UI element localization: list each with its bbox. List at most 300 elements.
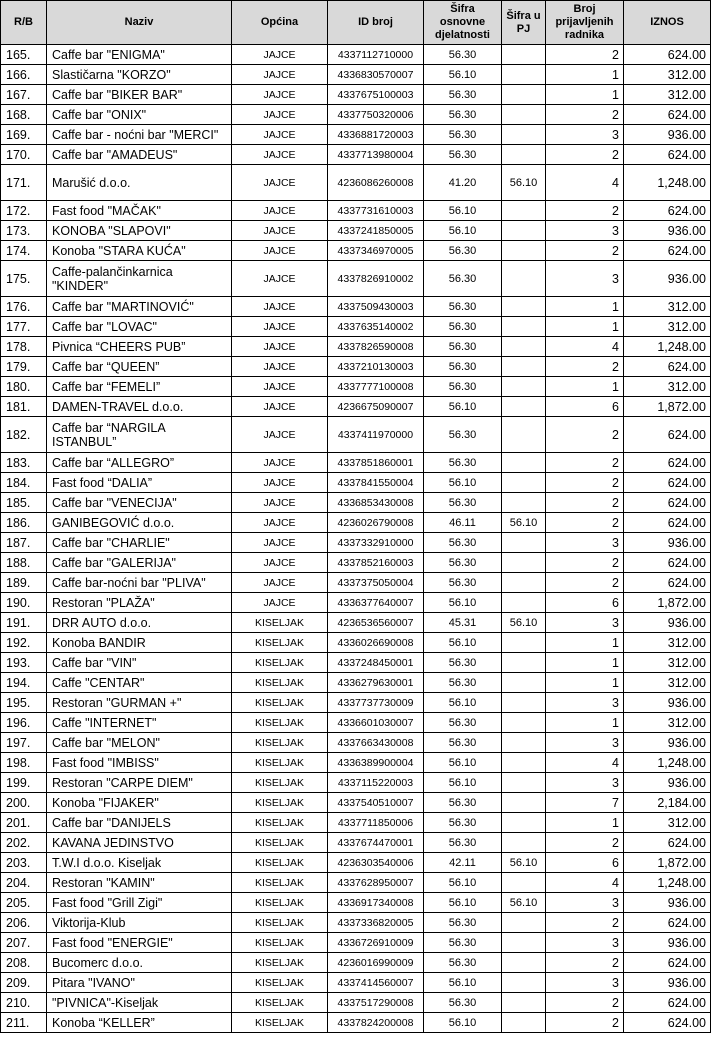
- row-number: 210.: [1, 993, 47, 1013]
- id-number: 4337112710000: [328, 45, 424, 65]
- row-number: 185.: [1, 493, 47, 513]
- table-row: [1, 893, 711, 913]
- row-number: 209.: [1, 973, 47, 993]
- id-number: 4336377640007: [328, 593, 424, 613]
- header-broj-radnika: Broj prijavljenih radnika: [546, 1, 624, 45]
- row-number: 179.: [1, 357, 47, 377]
- business-name: Marušić d.o.o.: [47, 165, 232, 201]
- table-row: [1, 793, 711, 813]
- table-row: [1, 201, 711, 221]
- table-header: [1, 1, 711, 45]
- business-name: Caffe bar "GALERIJA": [47, 553, 232, 573]
- row-number: 196.: [1, 713, 47, 733]
- employee-count: 3: [546, 261, 624, 297]
- header-row: [1, 1, 711, 45]
- municipality: KISELJAK: [232, 813, 328, 833]
- unit-code: [502, 297, 546, 317]
- row-number: 173.: [1, 221, 47, 241]
- municipality: JAJCE: [232, 417, 328, 453]
- amount: 312.00: [624, 297, 711, 317]
- activity-code: 42.11: [424, 853, 502, 873]
- row-number: 194.: [1, 673, 47, 693]
- municipality: KISELJAK: [232, 773, 328, 793]
- employee-count: 2: [546, 201, 624, 221]
- table-row: [1, 1013, 711, 1033]
- table-row: [1, 417, 711, 453]
- amount: 312.00: [624, 813, 711, 833]
- unit-code: [502, 713, 546, 733]
- municipality: KISELJAK: [232, 893, 328, 913]
- id-number: 4337411970000: [328, 417, 424, 453]
- activity-code: 56.30: [424, 733, 502, 753]
- activity-code: 56.30: [424, 297, 502, 317]
- amount: 624.00: [624, 357, 711, 377]
- employee-count: 3: [546, 533, 624, 553]
- table-row: [1, 377, 711, 397]
- table-row: [1, 833, 711, 853]
- activity-code: 56.30: [424, 317, 502, 337]
- id-number: 4337824200008: [328, 1013, 424, 1033]
- activity-code: 56.10: [424, 873, 502, 893]
- row-number: 189.: [1, 573, 47, 593]
- municipality: JAJCE: [232, 125, 328, 145]
- id-number: 4337336820005: [328, 913, 424, 933]
- business-name: Caffe-palančinkarnica "KINDER": [47, 261, 232, 297]
- unit-code: [502, 357, 546, 377]
- unit-code: [502, 653, 546, 673]
- table-row: [1, 753, 711, 773]
- activity-code: 56.30: [424, 85, 502, 105]
- business-name: Caffe bar "BIKER BAR": [47, 85, 232, 105]
- municipality: JAJCE: [232, 105, 328, 125]
- unit-code: [502, 953, 546, 973]
- activity-code: 56.30: [424, 533, 502, 553]
- table-row: [1, 573, 711, 593]
- table-row: [1, 813, 711, 833]
- business-name: Restoran "PLAŽA": [47, 593, 232, 613]
- employee-count: 3: [546, 893, 624, 913]
- activity-code: 56.30: [424, 45, 502, 65]
- header-rb: R/B: [1, 1, 47, 45]
- employee-count: 2: [546, 241, 624, 261]
- amount: 312.00: [624, 673, 711, 693]
- amount: 624.00: [624, 493, 711, 513]
- employee-count: 4: [546, 337, 624, 357]
- employee-count: 2: [546, 357, 624, 377]
- id-number: 4337711850006: [328, 813, 424, 833]
- unit-code: [502, 633, 546, 653]
- row-number: 202.: [1, 833, 47, 853]
- id-number: 4337675100003: [328, 85, 424, 105]
- row-number: 165.: [1, 45, 47, 65]
- municipality: JAJCE: [232, 357, 328, 377]
- table-row: [1, 317, 711, 337]
- employee-count: 3: [546, 933, 624, 953]
- amount: 1,248.00: [624, 753, 711, 773]
- employee-count: 2: [546, 573, 624, 593]
- employee-count: 4: [546, 873, 624, 893]
- unit-code: [502, 493, 546, 513]
- id-number: 4337777100008: [328, 377, 424, 397]
- activity-code: 56.30: [424, 993, 502, 1013]
- table-row: [1, 853, 711, 873]
- row-number: 177.: [1, 317, 47, 337]
- municipality: JAJCE: [232, 453, 328, 473]
- activity-code: 56.30: [424, 453, 502, 473]
- id-number: 4337731610003: [328, 201, 424, 221]
- municipality: KISELJAK: [232, 693, 328, 713]
- activity-code: 56.30: [424, 417, 502, 453]
- header-naziv: Naziv: [47, 1, 232, 45]
- employee-count: 3: [546, 221, 624, 241]
- municipality: JAJCE: [232, 145, 328, 165]
- employee-count: 6: [546, 397, 624, 417]
- activity-code: 56.30: [424, 673, 502, 693]
- employee-count: 6: [546, 593, 624, 613]
- municipality: JAJCE: [232, 317, 328, 337]
- employee-count: 2: [546, 145, 624, 165]
- activity-code: 56.30: [424, 145, 502, 165]
- unit-code: [502, 593, 546, 613]
- amount: 1,248.00: [624, 337, 711, 357]
- table-row: [1, 773, 711, 793]
- id-number: 4337852160003: [328, 553, 424, 573]
- business-name: GANIBEGOVIĆ d.o.o.: [47, 513, 232, 533]
- id-number: 4337248450001: [328, 653, 424, 673]
- amount: 624.00: [624, 953, 711, 973]
- activity-code: 56.30: [424, 241, 502, 261]
- id-number: 4336026690008: [328, 633, 424, 653]
- id-number: 4337509430003: [328, 297, 424, 317]
- municipality: KISELJAK: [232, 1013, 328, 1033]
- row-number: 205.: [1, 893, 47, 913]
- business-name: Pitara "IVANO": [47, 973, 232, 993]
- table-row: [1, 45, 711, 65]
- employee-count: 1: [546, 297, 624, 317]
- row-number: 182.: [1, 417, 47, 453]
- row-number: 176.: [1, 297, 47, 317]
- row-number: 186.: [1, 513, 47, 533]
- employee-count: 2: [546, 417, 624, 453]
- id-number: 4236016990009: [328, 953, 424, 973]
- activity-code: 56.10: [424, 221, 502, 241]
- table-row: [1, 397, 711, 417]
- municipality: JAJCE: [232, 221, 328, 241]
- municipality: JAJCE: [232, 397, 328, 417]
- activity-code: 56.30: [424, 377, 502, 397]
- amount: 936.00: [624, 893, 711, 913]
- id-number: 4337210130003: [328, 357, 424, 377]
- amount: 624.00: [624, 573, 711, 593]
- id-number: 4336726910009: [328, 933, 424, 953]
- amount: 2,184.00: [624, 793, 711, 813]
- employee-count: 2: [546, 493, 624, 513]
- employee-count: 2: [546, 993, 624, 1013]
- employee-count: 4: [546, 165, 624, 201]
- table-row: [1, 85, 711, 105]
- employee-count: 3: [546, 613, 624, 633]
- business-name: Caffe bar "MARTINOVIĆ": [47, 297, 232, 317]
- activity-code: 56.10: [424, 693, 502, 713]
- table-row: [1, 221, 711, 241]
- table-row: [1, 713, 711, 733]
- unit-code: [502, 201, 546, 221]
- municipality: KISELJAK: [232, 633, 328, 653]
- id-number: 4337115220003: [328, 773, 424, 793]
- municipality: JAJCE: [232, 241, 328, 261]
- employee-count: 2: [546, 105, 624, 125]
- business-name: Fast food "IMBISS": [47, 753, 232, 773]
- employee-count: 2: [546, 953, 624, 973]
- activity-code: 56.10: [424, 201, 502, 221]
- activity-code: 56.30: [424, 833, 502, 853]
- business-name: Caffe bar "DANIJELS: [47, 813, 232, 833]
- amount: 312.00: [624, 85, 711, 105]
- employee-count: 2: [546, 45, 624, 65]
- row-number: 175.: [1, 261, 47, 297]
- table-body: [1, 45, 711, 1033]
- id-number: 4337375050004: [328, 573, 424, 593]
- amount: 624.00: [624, 45, 711, 65]
- business-name: Caffe bar "CHARLIE": [47, 533, 232, 553]
- municipality: JAJCE: [232, 377, 328, 397]
- id-number: 4337346970005: [328, 241, 424, 261]
- unit-code: [502, 45, 546, 65]
- activity-code: 46.11: [424, 513, 502, 533]
- unit-code: [502, 417, 546, 453]
- municipality: KISELJAK: [232, 993, 328, 1013]
- amount: 312.00: [624, 653, 711, 673]
- unit-code: 56.10: [502, 613, 546, 633]
- amount: 1,248.00: [624, 873, 711, 893]
- activity-code: 56.30: [424, 713, 502, 733]
- business-name: "PIVNICA"-Kiseljak: [47, 993, 232, 1013]
- table-row: [1, 493, 711, 513]
- id-number: 4337332910000: [328, 533, 424, 553]
- unit-code: [502, 337, 546, 357]
- business-name: Fast food “DALIA”: [47, 473, 232, 493]
- id-number: 4336881720003: [328, 125, 424, 145]
- table-row: [1, 633, 711, 653]
- business-name: Konoba "FIJAKER": [47, 793, 232, 813]
- header-sifra-pj: Šifra u PJ: [502, 1, 546, 45]
- business-name: Caffe bar “QUEEN”: [47, 357, 232, 377]
- employee-count: 2: [546, 913, 624, 933]
- business-name: Bucomerc d.o.o.: [47, 953, 232, 973]
- business-name: Caffe bar "ONIX": [47, 105, 232, 125]
- municipality: JAJCE: [232, 473, 328, 493]
- id-number: 4337663430008: [328, 733, 424, 753]
- table-row: [1, 733, 711, 753]
- row-number: 200.: [1, 793, 47, 813]
- id-number: 4236303540006: [328, 853, 424, 873]
- business-name: Restoran "GURMAN +": [47, 693, 232, 713]
- id-number: 4337414560007: [328, 973, 424, 993]
- amount: 1,872.00: [624, 593, 711, 613]
- id-number: 4337628950007: [328, 873, 424, 893]
- municipality: JAJCE: [232, 553, 328, 573]
- municipality: KISELJAK: [232, 853, 328, 873]
- unit-code: 56.10: [502, 165, 546, 201]
- municipality: JAJCE: [232, 573, 328, 593]
- row-number: 171.: [1, 165, 47, 201]
- amount: 624.00: [624, 417, 711, 453]
- employee-count: 3: [546, 693, 624, 713]
- unit-code: [502, 261, 546, 297]
- id-number: 4336279630001: [328, 673, 424, 693]
- municipality: KISELJAK: [232, 733, 328, 753]
- activity-code: 56.30: [424, 953, 502, 973]
- id-number: 4337540510007: [328, 793, 424, 813]
- business-name: Caffe bar "ENIGMA": [47, 45, 232, 65]
- business-name: DRR AUTO d.o.o.: [47, 613, 232, 633]
- row-number: 203.: [1, 853, 47, 873]
- unit-code: [502, 753, 546, 773]
- unit-code: 56.10: [502, 893, 546, 913]
- municipality: JAJCE: [232, 201, 328, 221]
- amount: 936.00: [624, 613, 711, 633]
- table-row: [1, 613, 711, 633]
- row-number: 168.: [1, 105, 47, 125]
- amount: 936.00: [624, 733, 711, 753]
- employee-count: 1: [546, 673, 624, 693]
- business-name: Caffe "CENTAR": [47, 673, 232, 693]
- municipality: JAJCE: [232, 513, 328, 533]
- table-row: [1, 357, 711, 377]
- table-row: [1, 165, 711, 201]
- table-row: [1, 297, 711, 317]
- amount: 1,248.00: [624, 165, 711, 201]
- activity-code: 56.30: [424, 125, 502, 145]
- employee-count: 1: [546, 713, 624, 733]
- employee-count: 2: [546, 833, 624, 853]
- unit-code: [502, 973, 546, 993]
- amount: 936.00: [624, 533, 711, 553]
- amount: 624.00: [624, 241, 711, 261]
- municipality: KISELJAK: [232, 793, 328, 813]
- row-number: 195.: [1, 693, 47, 713]
- amount: 312.00: [624, 65, 711, 85]
- unit-code: [502, 933, 546, 953]
- row-number: 211.: [1, 1013, 47, 1033]
- id-number: 4337826910002: [328, 261, 424, 297]
- unit-code: [502, 473, 546, 493]
- activity-code: 56.30: [424, 261, 502, 297]
- table-row: [1, 453, 711, 473]
- municipality: KISELJAK: [232, 613, 328, 633]
- business-name: Caffe bar "MELON": [47, 733, 232, 753]
- employee-count: 3: [546, 125, 624, 145]
- municipality: JAJCE: [232, 493, 328, 513]
- unit-code: [502, 1013, 546, 1033]
- id-number: 4337517290008: [328, 993, 424, 1013]
- business-name: Caffe bar-noćni bar "PLIVA": [47, 573, 232, 593]
- unit-code: [502, 145, 546, 165]
- employee-count: 6: [546, 853, 624, 873]
- municipality: JAJCE: [232, 297, 328, 317]
- activity-code: 56.10: [424, 633, 502, 653]
- row-number: 174.: [1, 241, 47, 261]
- row-number: 206.: [1, 913, 47, 933]
- business-name: Slastičarna "KORZO": [47, 65, 232, 85]
- unit-code: [502, 773, 546, 793]
- row-number: 190.: [1, 593, 47, 613]
- unit-code: [502, 553, 546, 573]
- table-row: [1, 653, 711, 673]
- id-number: 4337841550004: [328, 473, 424, 493]
- activity-code: 56.30: [424, 357, 502, 377]
- business-name: Restoran "CARPE DIEM": [47, 773, 232, 793]
- municipality: JAJCE: [232, 261, 328, 297]
- activity-code: 56.30: [424, 553, 502, 573]
- unit-code: [502, 873, 546, 893]
- employee-count: 2: [546, 453, 624, 473]
- amount: 624.00: [624, 1013, 711, 1033]
- business-name: Caffe bar "VIN": [47, 653, 232, 673]
- activity-code: 56.10: [424, 973, 502, 993]
- id-number: 4337635140002: [328, 317, 424, 337]
- amount: 312.00: [624, 713, 711, 733]
- unit-code: [502, 453, 546, 473]
- municipality: JAJCE: [232, 337, 328, 357]
- municipality: JAJCE: [232, 165, 328, 201]
- activity-code: 56.10: [424, 893, 502, 913]
- header-id-broj: ID broj: [328, 1, 424, 45]
- table-row: [1, 953, 711, 973]
- unit-code: [502, 125, 546, 145]
- business-name: Restoran "KAMIN": [47, 873, 232, 893]
- row-number: 187.: [1, 533, 47, 553]
- row-number: 191.: [1, 613, 47, 633]
- business-name: Konoba BANDIR: [47, 633, 232, 653]
- unit-code: [502, 813, 546, 833]
- activity-code: 56.10: [424, 473, 502, 493]
- employee-count: 1: [546, 813, 624, 833]
- row-number: 172.: [1, 201, 47, 221]
- id-number: 4336830570007: [328, 65, 424, 85]
- id-number: 4236675090007: [328, 397, 424, 417]
- amount: 936.00: [624, 125, 711, 145]
- municipality: KISELJAK: [232, 753, 328, 773]
- activity-code: 56.30: [424, 105, 502, 125]
- business-name: Konoba "STARA KUĆA": [47, 241, 232, 261]
- row-number: 188.: [1, 553, 47, 573]
- municipality: KISELJAK: [232, 953, 328, 973]
- table-row: [1, 105, 711, 125]
- row-number: 183.: [1, 453, 47, 473]
- unit-code: 56.10: [502, 513, 546, 533]
- activity-code: 56.30: [424, 793, 502, 813]
- employee-count: 2: [546, 1013, 624, 1033]
- municipality: JAJCE: [232, 593, 328, 613]
- row-number: 197.: [1, 733, 47, 753]
- table-row: [1, 973, 711, 993]
- amount: 624.00: [624, 453, 711, 473]
- row-number: 180.: [1, 377, 47, 397]
- municipality: KISELJAK: [232, 713, 328, 733]
- business-name: Fast food "Grill Zigi": [47, 893, 232, 913]
- amount: 312.00: [624, 633, 711, 653]
- activity-code: 45.31: [424, 613, 502, 633]
- amount: 1,872.00: [624, 853, 711, 873]
- table-row: [1, 933, 711, 953]
- employee-count: 3: [546, 973, 624, 993]
- amount: 936.00: [624, 261, 711, 297]
- amount: 624.00: [624, 473, 711, 493]
- business-name: Fast food "MAČAK": [47, 201, 232, 221]
- business-name: Caffe bar "VENECIJA": [47, 493, 232, 513]
- id-number: 4336917340008: [328, 893, 424, 913]
